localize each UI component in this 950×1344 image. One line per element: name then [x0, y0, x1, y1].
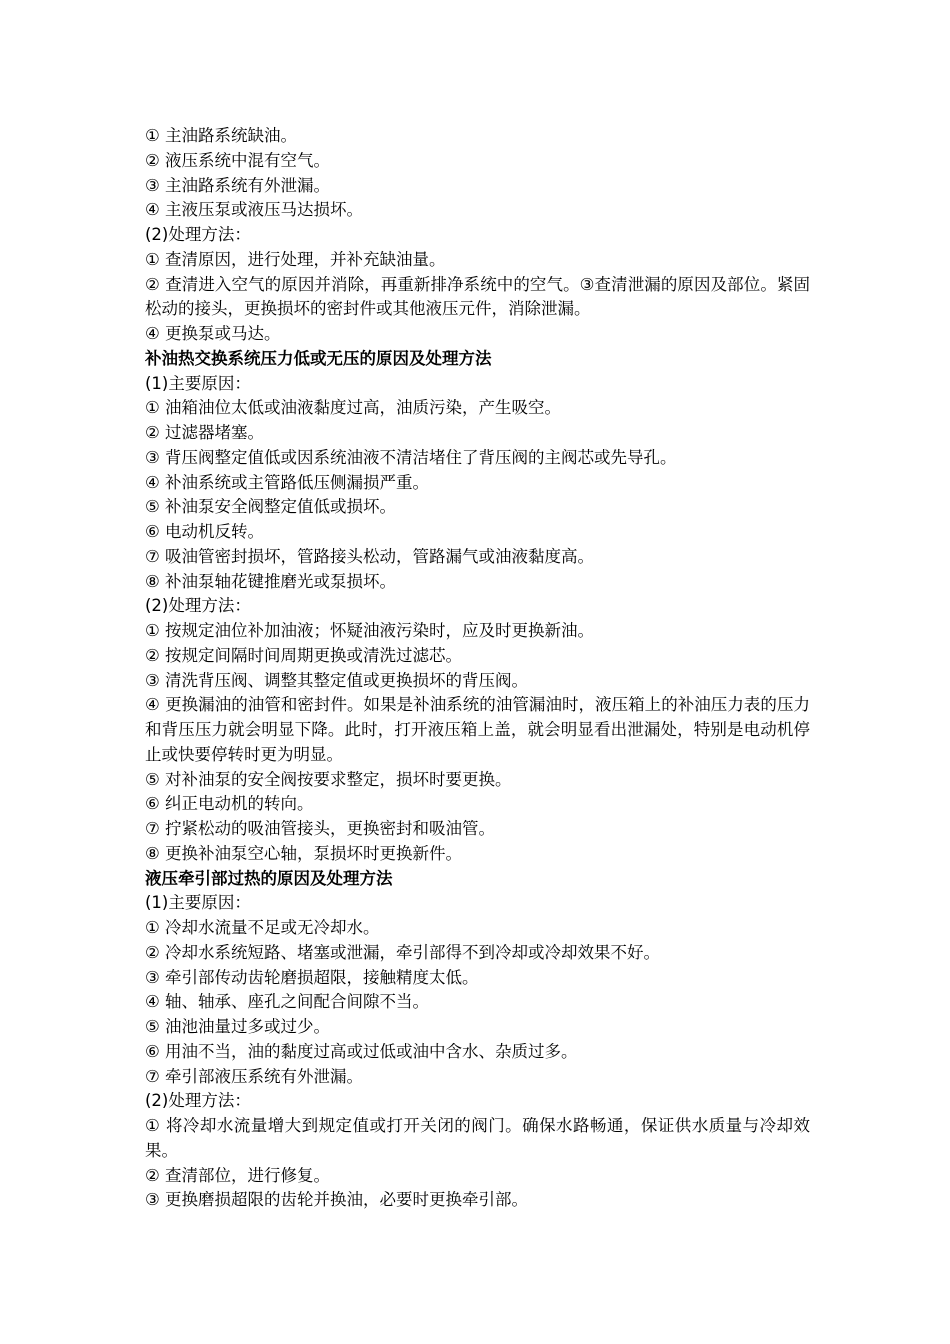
method-item: ② 查清部位，进行修复。 — [145, 1165, 331, 1185]
method-item: ① 将冷却水流量增大到规定值或打开关闭的阀门。确保水路畅通，保证供水质量与冷却效果。 — [145, 1116, 810, 1160]
cause-item: ② 冷却水系统短路、堵塞或泄漏，牵引部得不到冷却或冷却效果不好。 — [145, 942, 661, 962]
method-item: ② 查清进入空气的原因并消除，再重新排净系统中的空气。③查清泄漏的原因及部位。紧固松动的接头，更换损坏的密封件或其他液压元件，消除泄漏。 — [145, 274, 810, 319]
method-item: ④ 更换泵或马达。 — [145, 324, 281, 343]
cause-item: ④ 主液压泵或液压马达损坏。 — [145, 200, 364, 220]
method-item: ⑧ 更换补油泵空心轴，泵损坏时更换新件。 — [145, 843, 463, 863]
cause-item: ⑥ 电动机反转。 — [145, 522, 265, 541]
cause-item: ③ 牵引部传动齿轮磨损超限，接触精度太低。 — [145, 967, 479, 987]
document-page — [145, 124, 810, 1213]
section-heading: 液压牵引部过热的原因及处理方法 — [145, 868, 393, 888]
method-item: ③ 更换磨损超限的齿轮并换油，必要时更换牵引部。 — [145, 1190, 529, 1210]
cause-item: ② 液压系统中混有空气。 — [145, 150, 331, 170]
cause-item: ③ 主油路系统有外泄漏。 — [145, 175, 331, 195]
causes-label: (1)主要原因： — [145, 373, 251, 393]
cause-item: ① 油箱油位太低或油液黏度过高，油质污染，产生吸空。 — [145, 398, 562, 418]
cause-item: ④ 补油系统或主管路低压侧漏损严重。 — [145, 472, 430, 492]
cause-item: ① 主油路系统缺油。 — [145, 126, 298, 145]
cause-item: ⑤ 油池油量过多或过少。 — [145, 1017, 331, 1036]
method-item: ⑥ 纠正电动机的转向。 — [145, 794, 314, 814]
cause-item: ⑤ 补油泵安全阀整定值低或损坏。 — [145, 497, 397, 517]
methods-label: (2)处理方法： — [145, 596, 251, 616]
method-item: ① 查清原因，进行处理，并补充缺油量。 — [145, 249, 446, 269]
cause-item: ⑥ 用油不当，油的黏度过高或过低或油中含水、杂质过多。 — [145, 1041, 578, 1061]
methods-label: (2)处理方法： — [145, 1091, 251, 1111]
method-item: ⑤ 对补油泵的安全阀按要求整定，损坏时要更换。 — [145, 769, 512, 789]
methods-label: (2)处理方法： — [145, 225, 251, 244]
cause-item: ② 过滤器堵塞。 — [145, 423, 265, 442]
method-item: ⑦ 拧紧松动的吸油管接头，更换密封和吸油管。 — [145, 819, 496, 838]
method-item: ① 按规定油位补加油液；怀疑油液污染时，应及时更换新油。 — [145, 621, 595, 640]
cause-item: ⑦ 吸油管密封损坏，管路接头松动，管路漏气或油液黏度高。 — [145, 546, 595, 566]
causes-label: (1)主要原因： — [145, 893, 251, 913]
cause-item: ④ 轴、轴承、座孔之间配合间隙不当。 — [145, 992, 430, 1012]
cause-item: ⑦ 牵引部液压系统有外泄漏。 — [145, 1066, 364, 1086]
section-heading: 补油热交换系统压力低或无压的原因及处理方法 — [145, 348, 492, 368]
method-item: ③ 清洗背压阀、调整其整定值或更换损坏的背压阀。 — [145, 670, 529, 690]
cause-item: ⑧ 补油泵轴花键推磨光或泵损坏。 — [145, 571, 397, 591]
method-item: ④ 更换漏油的油管和密封件。如果是补油系统的油管漏油时，液压箱上的补油压力表的压力和背压压力就会明显下降。此时，打开液压箱上盖，就会明显看出泄漏处，特别是电动机停止或快要停转时更为明显。 — [145, 695, 810, 764]
cause-item: ① 冷却水流量不足或无冷却水。 — [145, 918, 380, 937]
cause-item: ③ 背压阀整定值低或因系统油液不清洁堵住了背压阀的主阀芯或先导孔。 — [145, 447, 677, 467]
method-item: ② 按规定间隔时间周期更换或清洗过滤芯。 — [145, 645, 463, 665]
